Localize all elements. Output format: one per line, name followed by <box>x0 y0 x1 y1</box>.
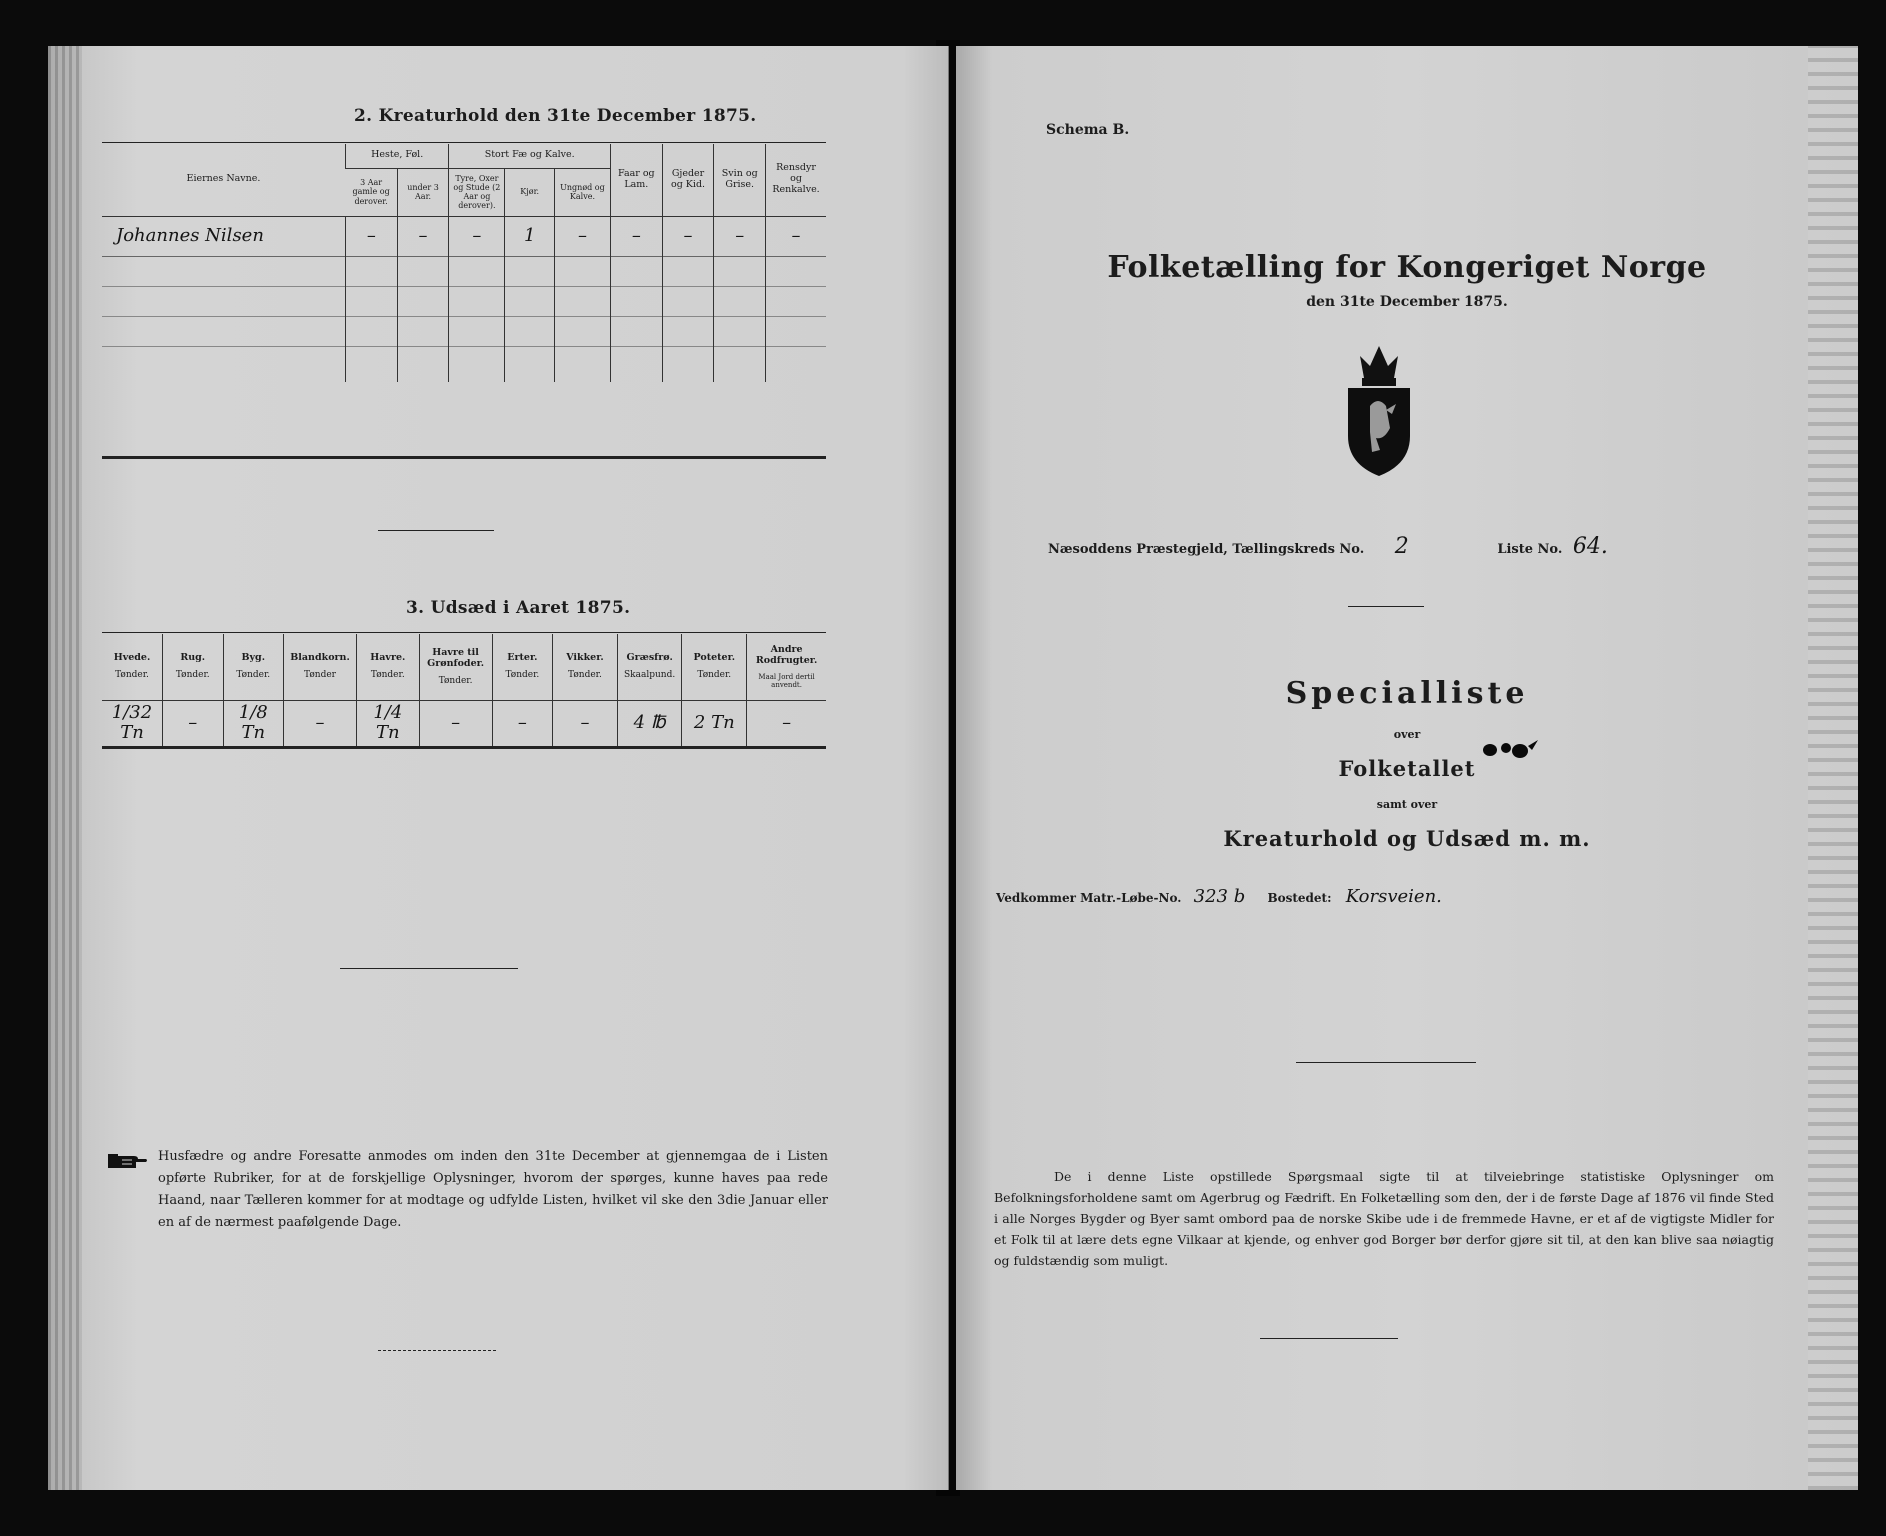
matr-label: Vedkommer Matr.-Løbe-No. <box>996 891 1182 905</box>
seed-column-header <box>284 634 357 700</box>
table-row <box>102 256 826 286</box>
bosted-value: Korsveien. <box>1345 886 1442 907</box>
seed-unit-label: Tønder. <box>236 670 271 681</box>
seed-unit-label: Tønder. <box>438 675 473 686</box>
samt-over-label: samt over <box>1376 798 1438 811</box>
seed-crop-label: Hvede. <box>113 652 151 664</box>
seed-value-cell: – <box>284 700 357 746</box>
cell-bulls: – <box>449 216 505 256</box>
page-title: Folketælling for Kongeriget Norge <box>1107 250 1707 285</box>
cell-cows: 1 <box>505 216 555 256</box>
folketallet-heading: Folketallet <box>1338 756 1476 781</box>
seed-value-cell: – <box>553 700 618 746</box>
table-row <box>102 316 826 346</box>
cell-horse-old: – <box>345 216 397 256</box>
reindeer-header: Rensdyr og Renkalve. <box>766 144 826 216</box>
district-number: 2 <box>1394 534 1409 559</box>
seed-column-header <box>492 634 553 700</box>
seed-unit-label: Tønder <box>304 670 336 681</box>
page-edge-strips <box>48 46 82 1490</box>
owner-name: Johannes Nilsen <box>116 224 264 246</box>
seed-crop-label: Byg. <box>241 652 265 664</box>
bulls-header: Tyre, Oxer og Stude (2 Aar og derover). <box>449 168 505 216</box>
table-row <box>102 216 826 256</box>
table-row <box>102 700 826 746</box>
parish-line <box>1048 534 1768 559</box>
cell-pigs: – <box>714 216 766 256</box>
section-2-title: 2. Kreaturhold den 31te December 1875. <box>354 106 757 126</box>
table-bottom-rule <box>102 456 826 459</box>
cell-goats: – <box>662 216 714 256</box>
over-label: over <box>1393 728 1421 741</box>
horse-old-header: 3 Aar gamle og derover. <box>345 168 397 216</box>
seed-table-top-rule <box>102 632 826 633</box>
horse-young-header: under 3 Aar. <box>397 168 449 216</box>
cell-reindeer: – <box>766 216 826 256</box>
seed-crop-label: Erter. <box>507 652 538 664</box>
parish-label: Næsoddens Præstegjeld, Tællingskreds No. <box>1048 542 1365 557</box>
cattle-group-header: Stort Fæ og Kalve. <box>449 144 611 168</box>
seed-value-cell: 1/4 Tn <box>357 700 420 746</box>
seed-unit-label: Tønder. <box>115 670 149 681</box>
bosted-label: Bostedet: <box>1267 891 1332 905</box>
seed-unit-label: Tønder. <box>697 670 732 681</box>
divider <box>1296 1062 1476 1063</box>
seed-column-header <box>419 634 492 700</box>
divider <box>1348 606 1424 607</box>
seed-value-cell: – <box>492 700 553 746</box>
seed-crop-label: Blandkorn. <box>290 652 350 664</box>
horses-group-header: Heste, Føl. <box>345 144 448 168</box>
cell-horse-young: – <box>397 216 449 256</box>
list-label: Liste No. <box>1497 542 1563 557</box>
seed-crop-label: Havre. <box>370 652 406 664</box>
list-number: 64. <box>1572 534 1608 559</box>
seed-crop-label: Andre Rodfrugter. <box>755 643 818 666</box>
table-row <box>102 286 826 316</box>
right-page <box>956 46 1858 1490</box>
divider <box>340 968 518 969</box>
page-subtitle: den 31te December 1875. <box>1306 294 1508 310</box>
property-line <box>996 886 1836 907</box>
seed-column-header <box>102 634 163 700</box>
seed-unit-label: Tønder. <box>370 670 405 681</box>
seed-header-row <box>102 634 826 700</box>
seed-value-cell: 2 Tn <box>682 700 747 746</box>
seed-column-header <box>682 634 747 700</box>
seed-table-bottom-rule <box>102 746 826 749</box>
calves-header: Ungnød og Kalve. <box>554 168 610 216</box>
divider <box>378 530 494 531</box>
matr-number: 323 b <box>1193 886 1246 907</box>
seed-unit-label: Tønder. <box>568 670 602 681</box>
seed-unit-label: Tønder. <box>175 670 210 681</box>
pointing-hand-icon <box>108 1152 148 1170</box>
notice-text: Husfædre og andre Foresatte anmodes om inden den 31te December at gjennemgaa de i Listen opførte Rubriker, for at de forskjellige Oplysninger, hvorom der spørges, kunne haves paa rede Haand, naar Tælleren kommer for at modtage og udfylde Listen, hvilket vil ske den 3die Januar eller en af de nærmest paafølgende Dage. <box>158 1149 828 1230</box>
seed-crop-label: Græsfrø. <box>626 652 673 664</box>
table-row <box>102 346 826 382</box>
seed-unit-label: Skaalpund. <box>624 670 676 681</box>
specialliste-heading: Specialliste <box>1285 676 1529 711</box>
table-top-rule <box>102 142 826 143</box>
seed-value-cell: – <box>419 700 492 746</box>
kreaturhold-heading: Kreaturhold og Udsæd m. m. <box>1223 826 1591 851</box>
seed-column-header <box>747 634 826 700</box>
seed-column-header <box>163 634 224 700</box>
pigs-header: Svin og Grise. <box>714 144 766 216</box>
seed-crop-label: Vikker. <box>566 652 604 664</box>
schema-label: Schema B. <box>1046 122 1130 138</box>
section-3-title: 3. Udsæd i Aaret 1875. <box>406 598 631 618</box>
coat-of-arms-icon <box>1334 340 1424 480</box>
seed-crop-label: Rug. <box>180 652 206 664</box>
seed-table <box>102 634 826 746</box>
ink-blot-icon <box>1478 738 1548 762</box>
seed-value-cell: – <box>163 700 224 746</box>
footnote-text: De i denne Liste opstillede Spørgsmaal sigte til at tilveiebringe statistiske Oplysninger om Befolkningsforholdene samt om Agerbrug og Fædrift. En Folketælling som den, der i de første Dage af 1876 vil finde Sted i alle Norges Bygder og Byer samt ombord paa de norske Skibe ude i de fremmede Havne, er et af de vigtigste Midler for et Folk til at lære dets egne Vilkaar at kjende, og enhver god Borger bør derfor gjøre sit til, at den kan blive saa nøiagtig og fuldstændig som muligt. <box>994 1169 1774 1268</box>
sheep-header: Faar og Lam. <box>610 144 662 216</box>
cows-header: Kjør. <box>505 168 555 216</box>
seed-column-header <box>357 634 420 700</box>
divider <box>378 1350 496 1351</box>
seed-value-cell: 1/8 Tn <box>223 700 284 746</box>
seed-crop-label: Havre til Grønfoder. <box>427 646 485 669</box>
goats-header: Gjeder og Kid. <box>662 144 714 216</box>
seed-unit-label: Maal Jord dertil anvendt. <box>758 672 815 689</box>
cell-sheep: – <box>610 216 662 256</box>
seed-unit-label: Tønder. <box>505 670 540 681</box>
seed-value-cell: – <box>747 700 826 746</box>
seed-column-header <box>223 634 284 700</box>
seed-crop-label: Poteter. <box>693 652 736 664</box>
divider <box>1260 1338 1398 1339</box>
seed-value-cell: 4 ℔ <box>617 700 682 746</box>
left-page <box>48 46 949 1490</box>
cell-calves: – <box>554 216 610 256</box>
seed-column-header <box>617 634 682 700</box>
seed-column-header <box>553 634 618 700</box>
owner-header: Eiernes Navne. <box>102 144 345 216</box>
seed-value-cell: 1/32 Tn <box>111 701 153 744</box>
livestock-table <box>102 144 826 382</box>
